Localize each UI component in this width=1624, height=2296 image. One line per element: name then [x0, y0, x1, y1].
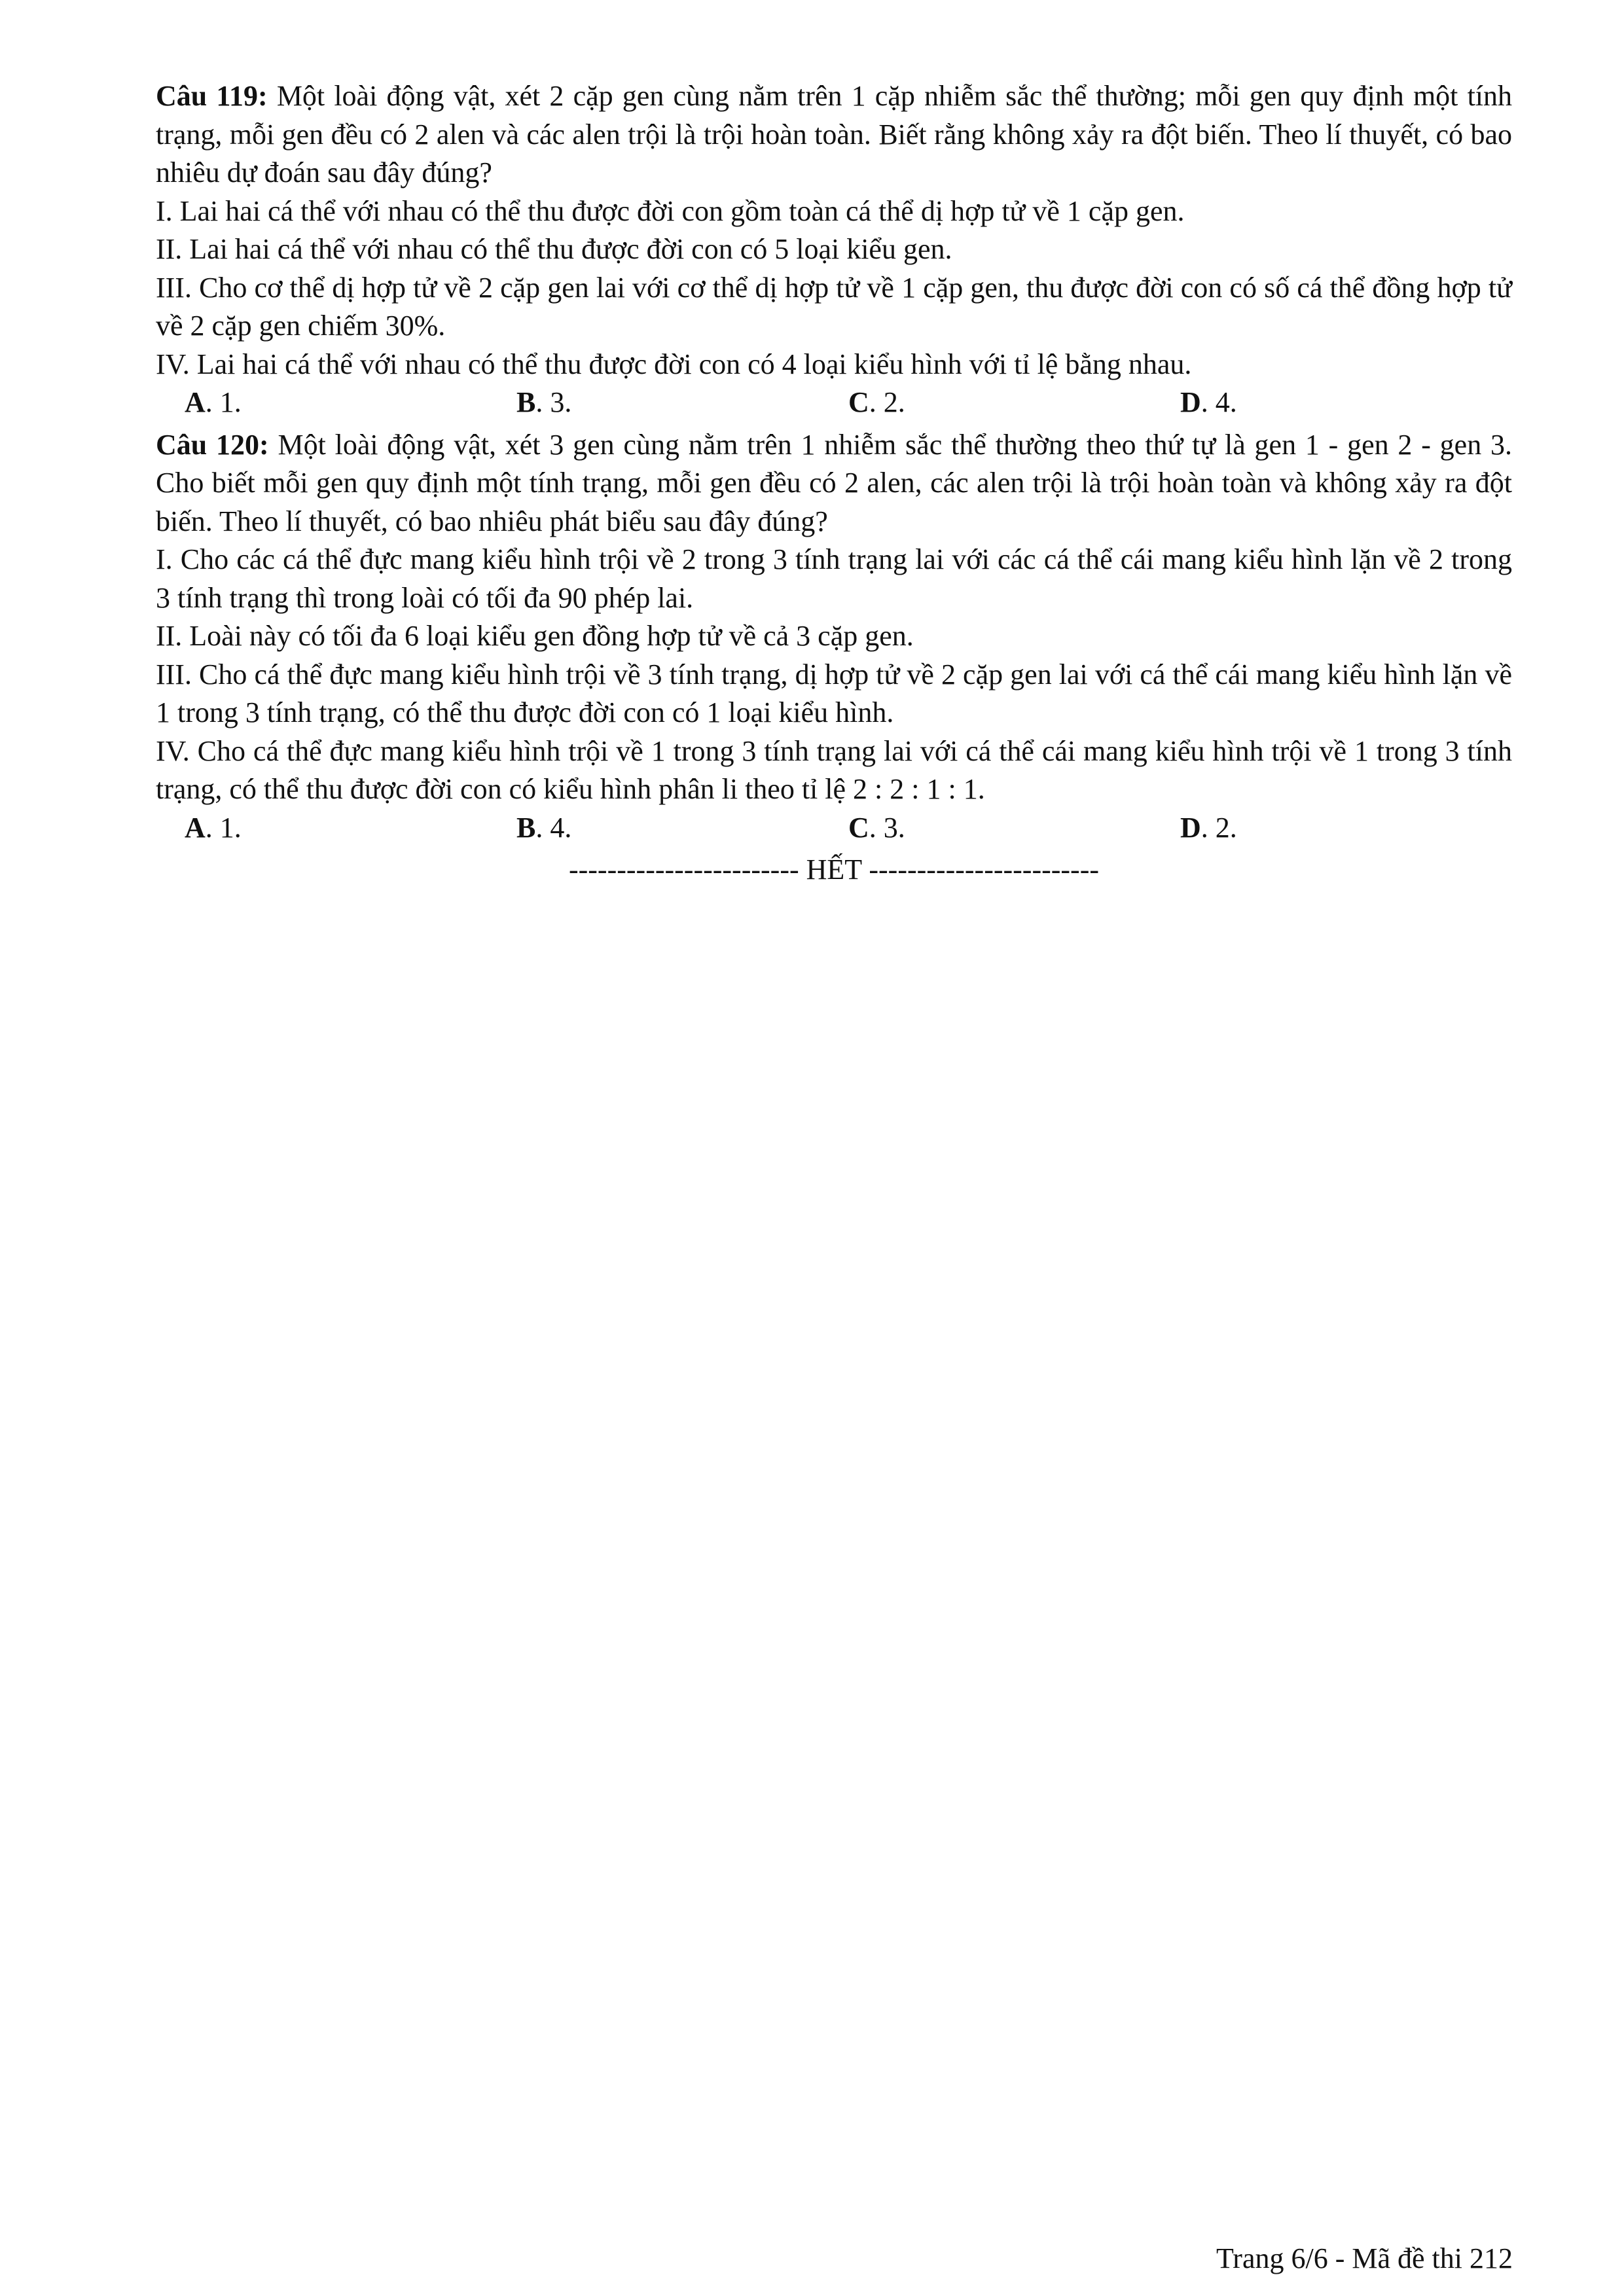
answer-letter: B — [516, 811, 536, 844]
statement-iii: III. Cho cá thể đực mang kiểu hình trội về 3 tính trạng, dị hợp tử về 2 cặp gen lai với cá thể cái mang kiểu hình lặn về 1 trong 3 tính trạng, có thể thu được đời con có 1 loại kiểu hình. — [156, 658, 1512, 728]
statement-ii: II. Lai hai cá thể với nhau có thể thu được đời con có 5 loại kiểu gen. — [156, 233, 952, 265]
page-content — [156, 77, 1512, 889]
question-text: Một loài động vật, xét 3 gen cùng nằm trên 1 nhiễm sắc thể thường theo thứ tự là gen 1 - gen 2 - gen 3. Cho biết mỗi gen quy định một tính trạng, mỗi gen đều có 2 alen, các alen trội là trội hoàn toàn và không xảy ra đột biến. Theo lí thuyết, có bao nhiêu phát biểu sau đây đúng? — [156, 428, 1512, 537]
answer-letter: B — [516, 386, 536, 418]
answer-letter: D — [1180, 386, 1201, 418]
statement-iii: III. Cho cơ thể dị hợp tử về 2 cặp gen lai với cơ thể dị hợp tử về 1 cặp gen, thu được đời con có số cá thể đồng hợp tử về 2 cặp gen chiếm 30%. — [156, 271, 1512, 342]
answer-text: . 2. — [1200, 811, 1237, 844]
end-marker: ------------------------ HẾT ------------------------ — [568, 853, 1100, 886]
answer-c — [848, 809, 1180, 848]
answer-b — [516, 809, 848, 848]
answer-text: . 3. — [869, 811, 905, 844]
question-stem — [156, 426, 1512, 541]
answer-d — [1180, 384, 1512, 422]
answer-text: . 4. — [535, 811, 572, 844]
answer-a — [185, 384, 516, 422]
answer-text: . 1. — [205, 386, 242, 418]
answer-text: . 4. — [1200, 386, 1237, 418]
answer-options — [156, 809, 1512, 848]
answer-letter: C — [848, 386, 869, 418]
question-120 — [156, 426, 1512, 848]
answer-a — [185, 809, 516, 848]
answer-text: . 3. — [535, 386, 572, 418]
answer-letter: D — [1180, 811, 1201, 844]
statement-i: I. Cho các cá thể đực mang kiểu hình trội về 2 trong 3 tính trạng lai với các cá thể cái mang kiểu hình lặn về 2 trong 3 tính trạng thì trong loài có tối đa 90 phép lai. — [156, 543, 1512, 614]
answer-options — [156, 384, 1512, 422]
question-119 — [156, 77, 1512, 422]
statement-i: I. Lai hai cá thể với nhau có thể thu được đời con gồm toàn cá thể dị hợp tử về 1 cặp gen. — [156, 194, 1185, 227]
statement-iv: IV. Cho cá thể đực mang kiểu hình trội về 1 trong 3 tính trạng lai với cá thể cái mang kiểu hình trội về 1 trong 3 tính trạng, có thể thu được đời con có kiểu hình phân li theo tỉ lệ 2 : 2 : 1 : 1. — [156, 734, 1512, 805]
question-label: Câu 119: — [156, 80, 268, 112]
statement-ii: II. Loài này có tối đa 6 loại kiểu gen đồng hợp tử về cả 3 cặp gen. — [156, 620, 914, 652]
answer-b — [516, 384, 848, 422]
statement-iv: IV. Lai hai cá thể với nhau có thể thu được đời con có 4 loại kiểu hình với tỉ lệ bằng nhau. — [156, 348, 1192, 380]
answer-text: . 1. — [205, 811, 242, 844]
answer-text: . 2. — [869, 386, 905, 418]
answer-c — [848, 384, 1180, 422]
page-footer: Trang 6/6 - Mã đề thi 212 — [1216, 2242, 1513, 2274]
answer-letter: A — [185, 811, 206, 844]
question-text: Một loài động vật, xét 2 cặp gen cùng nằm trên 1 cặp nhiễm sắc thể thường; mỗi gen quy định một tính trạng, mỗi gen đều có 2 alen và các alen trội là trội hoàn toàn. Biết rằng không xảy ra đột biến. Theo lí thuyết, có bao nhiêu dự đoán sau đây đúng? — [156, 80, 1513, 188]
question-stem — [156, 77, 1512, 192]
question-label: Câu 120: — [156, 428, 269, 461]
answer-d — [1180, 809, 1512, 848]
answer-letter: A — [185, 386, 206, 418]
answer-letter: C — [848, 811, 869, 844]
